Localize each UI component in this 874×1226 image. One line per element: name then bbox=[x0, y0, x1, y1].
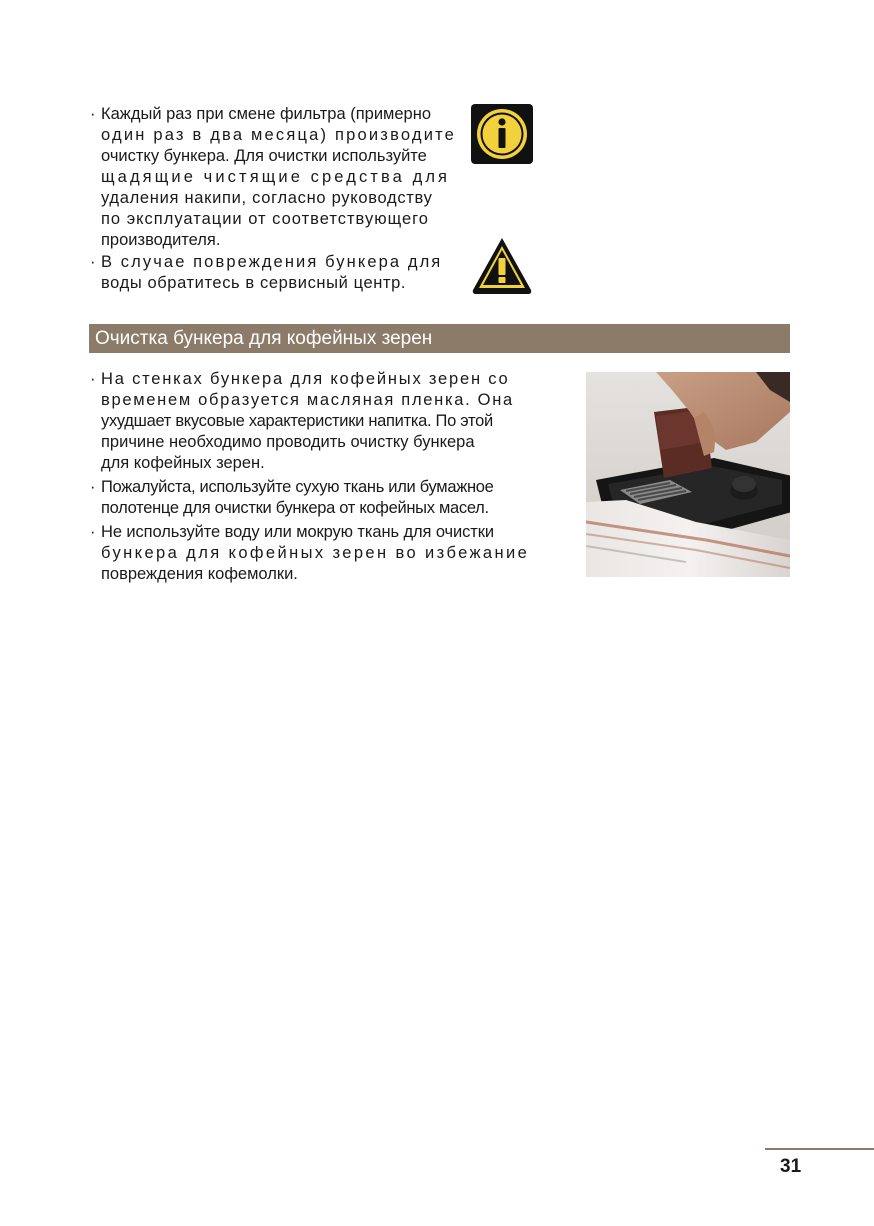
bullet-dot: · bbox=[90, 523, 96, 541]
note-line: воды обратитесь в сервисный центр. bbox=[101, 274, 407, 292]
footer-rule bbox=[765, 1148, 874, 1150]
bullet-line: Пожалуйста, используйте сухую ткань или бумажное bbox=[101, 478, 494, 496]
note-line: очистку бункера. Для очистки используйте bbox=[101, 147, 427, 165]
bullet-dot: · bbox=[90, 370, 96, 388]
bullet-line: повреждения кофемолки. bbox=[101, 565, 298, 583]
section-title: Очистка бункера для кофейных зерен bbox=[89, 324, 790, 353]
bullet-line: для кофейных зерен. bbox=[101, 454, 265, 472]
info-icon bbox=[471, 104, 533, 164]
bullet-dot: · bbox=[90, 253, 96, 271]
note-line: производителя. bbox=[101, 231, 221, 249]
note-line: по эксплуатации от соответствующего bbox=[101, 210, 429, 228]
note-filter-change bbox=[90, 104, 459, 251]
note-line: щадящие чистящие средства для bbox=[101, 168, 451, 186]
note-line: удаления накипи, согласно руководству bbox=[101, 189, 433, 207]
page-number: 31 bbox=[780, 1156, 802, 1177]
note-line: В случае повреждения бункера для bbox=[101, 253, 443, 271]
bullet-line: ухудшает вкусовые характеристики напитка. По этой bbox=[101, 412, 493, 430]
bullet-line: полотенце для очистки бункера от кофейных масел. bbox=[101, 499, 489, 517]
hopper-cleaning-photo bbox=[586, 372, 790, 577]
note-line: один раз в два месяца) производите bbox=[101, 126, 457, 144]
bullet-dot: · bbox=[90, 478, 96, 496]
bullet-no-water bbox=[90, 522, 533, 585]
bullet-oily-film bbox=[90, 369, 533, 474]
bullet-line: причине необходимо проводить очистку бункера bbox=[101, 433, 475, 451]
bullet-line: Не используйте воду или мокрую ткань для очистки bbox=[101, 523, 494, 541]
bullet-line: бункера для кофейных зерен во избежание bbox=[101, 544, 530, 562]
bullet-line: На стенках бункера для кофейных зерен со bbox=[101, 370, 510, 388]
note-line: Каждый раз при смене фильтра (примерно bbox=[101, 105, 432, 123]
bullet-dot: · bbox=[90, 105, 96, 123]
bullet-dry-cloth bbox=[90, 477, 533, 519]
note-service-center bbox=[90, 252, 459, 294]
bullet-line: временем образуется масляная пленка. Она bbox=[101, 391, 514, 409]
warning-icon bbox=[471, 236, 533, 296]
